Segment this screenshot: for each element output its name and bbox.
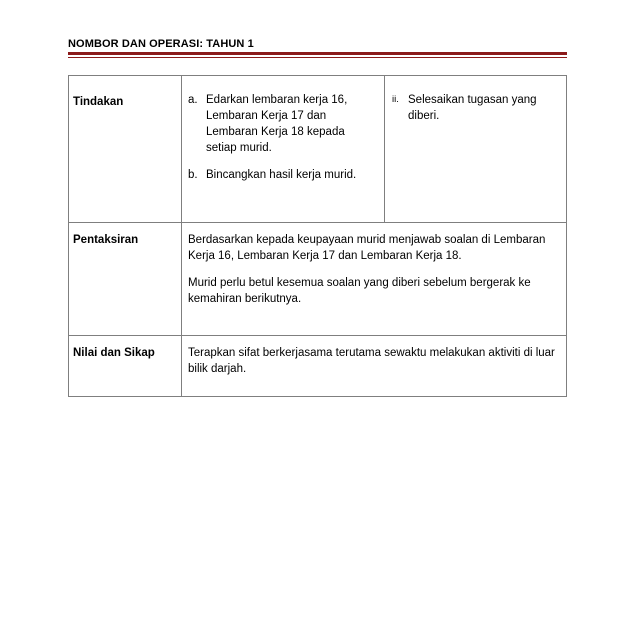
row-label-pentaksiran: Pentaksiran bbox=[69, 223, 182, 336]
table-row-tindakan bbox=[69, 76, 567, 223]
nilai-dan-sikap-content bbox=[182, 336, 567, 397]
row-label-tindakan: Tindakan bbox=[69, 76, 182, 223]
list-marker: b. bbox=[188, 169, 198, 181]
row-label-nilai-dan-sikap: Nilai dan Sikap bbox=[69, 336, 182, 397]
header-rule-thick bbox=[68, 52, 567, 55]
list-item-text: Selesaikan tugasan yang diberi. bbox=[408, 94, 537, 122]
lesson-plan-table bbox=[68, 75, 567, 397]
table-row-nilai-dan-sikap bbox=[69, 336, 567, 397]
list-marker: a. bbox=[188, 94, 198, 106]
tindakan-teacher-steps bbox=[182, 76, 385, 223]
list-item bbox=[188, 92, 378, 156]
header-rule-thin bbox=[68, 57, 567, 58]
list-item-text: Edarkan lembaran kerja 16, Lembaran Kerja 17 dan Lembaran Kerja 18 kepada setiap murid. bbox=[206, 94, 348, 154]
paragraph: Terapkan sifat berkerjasama terutama sewaktu melakukan aktiviti di luar bilik darjah. bbox=[188, 347, 555, 375]
list-item-text: Bincangkan hasil kerja murid. bbox=[206, 169, 357, 181]
tindakan-student-steps bbox=[385, 76, 567, 223]
list-item bbox=[392, 92, 560, 124]
paragraph: Murid perlu betul kesemua soalan yang diberi sebelum bergerak ke kemahiran berikutnya. bbox=[188, 277, 531, 305]
paragraph: Berdasarkan kepada keupayaan murid menjawab soalan di Lembaran Kerja 16, Lembaran Kerja 17 dan Lembaran Kerja 18. bbox=[188, 234, 546, 262]
page-header-title: NOMBOR DAN OPERASI: TAHUN 1 bbox=[68, 38, 254, 50]
list-item bbox=[188, 167, 378, 183]
list-marker: ii. bbox=[392, 94, 399, 105]
pentaksiran-content bbox=[182, 223, 567, 336]
table-row-pentaksiran bbox=[69, 223, 567, 336]
